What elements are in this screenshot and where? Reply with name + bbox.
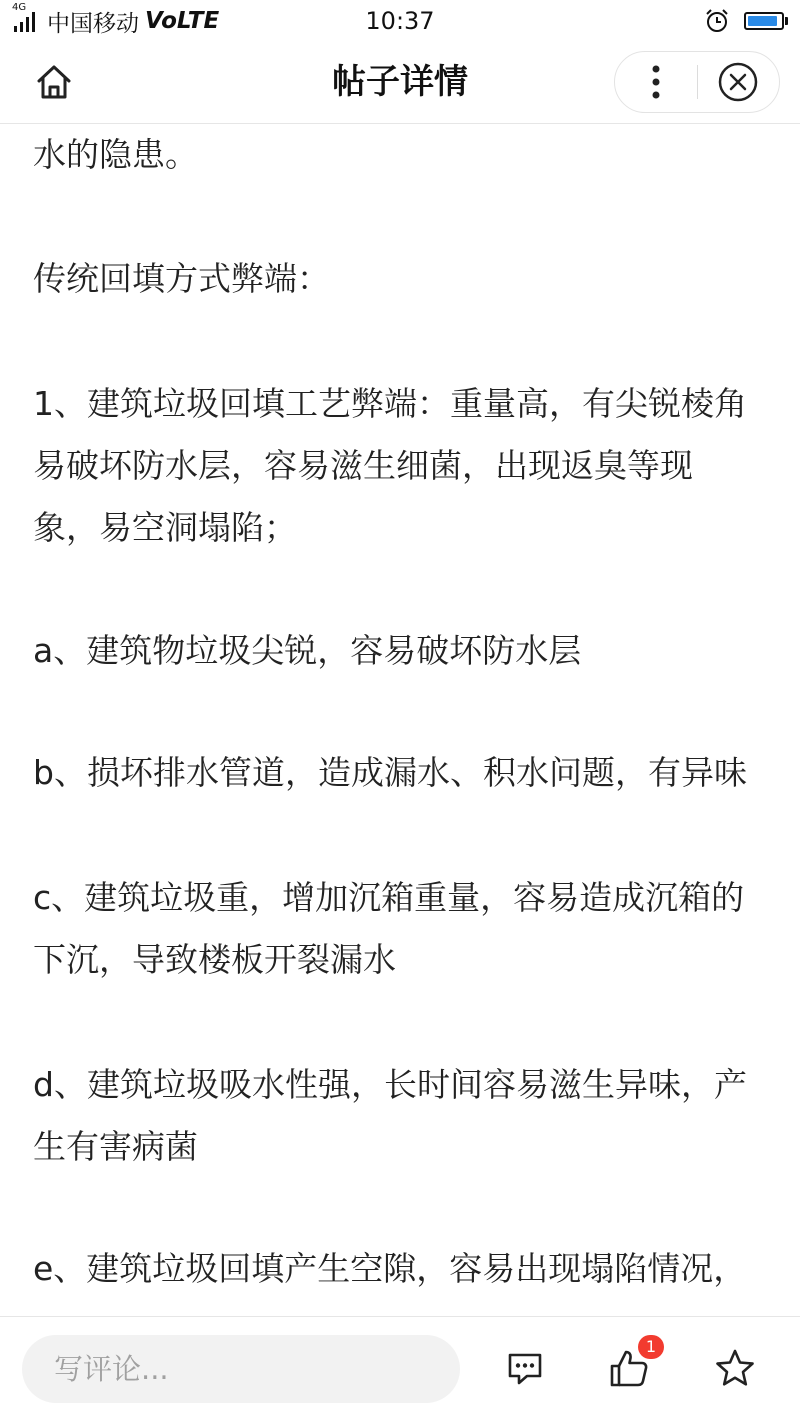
- network-type: 4G: [12, 2, 27, 13]
- paragraph-line: 象，易空洞塌陷；: [33, 508, 297, 547]
- paragraph: [33, 1238, 778, 1300]
- bottom-action-bar: [0, 1316, 800, 1422]
- paragraph-line: 传统回填方式弊端：: [33, 259, 330, 298]
- comment-button[interactable]: [500, 1343, 550, 1393]
- mini-program-capsule: [614, 51, 780, 113]
- paragraph: [33, 373, 778, 559]
- paragraph: [33, 867, 778, 991]
- carrier-name: 中国移动: [47, 10, 139, 37]
- paragraph-line: 生有害病菌: [33, 1127, 198, 1166]
- paragraph-line: c、建筑垃圾重，增加沉箱重量，容易造成沉箱的: [33, 878, 745, 917]
- comment-icon: [505, 1348, 545, 1388]
- paragraph: [33, 742, 778, 804]
- more-options-button[interactable]: [615, 52, 697, 112]
- like-button[interactable]: [604, 1337, 657, 1393]
- paragraph-line: 1、建筑垃圾回填工艺弊端：重量高，有尖锐棱角: [33, 384, 747, 423]
- paragraph-line: 易破坏防水层，容易滋生细菌，出现返臭等现: [33, 446, 693, 485]
- favorite-button[interactable]: [710, 1343, 760, 1393]
- paragraph-line: e、建筑垃圾回填产生空隙，容易出现塌陷情况，: [33, 1249, 747, 1288]
- paragraph-line: 水的隐患。: [33, 135, 198, 174]
- more-vertical-icon: [651, 64, 661, 100]
- comment-input[interactable]: 写评论...: [22, 1335, 460, 1403]
- page-title: 帖子详情: [332, 62, 468, 102]
- post-content: [0, 124, 800, 1316]
- paragraph-line: 下沉，导致楼板开裂漏水: [33, 940, 396, 979]
- paragraph: [33, 620, 778, 682]
- close-circle-icon: [717, 61, 759, 103]
- paragraph: [33, 124, 778, 186]
- paragraph: [33, 1054, 778, 1178]
- star-icon: [714, 1347, 756, 1389]
- paragraph-line: a、建筑物垃圾尖锐，容易破坏防水层: [33, 631, 582, 670]
- navigation-bar: [0, 42, 800, 124]
- close-button[interactable]: [698, 52, 780, 112]
- status-bar: [0, 0, 800, 42]
- volte-label: VoLTE: [145, 8, 220, 34]
- paragraph-line: b、损坏排水管道，造成漏水、积水问题，有异味: [33, 753, 747, 792]
- status-time: 10:37: [365, 7, 435, 35]
- like-count-badge: 1: [638, 1335, 664, 1359]
- paragraph: [33, 248, 778, 310]
- paragraph-line: d、建筑垃圾吸水性强，长时间容易滋生异味，产: [33, 1065, 747, 1104]
